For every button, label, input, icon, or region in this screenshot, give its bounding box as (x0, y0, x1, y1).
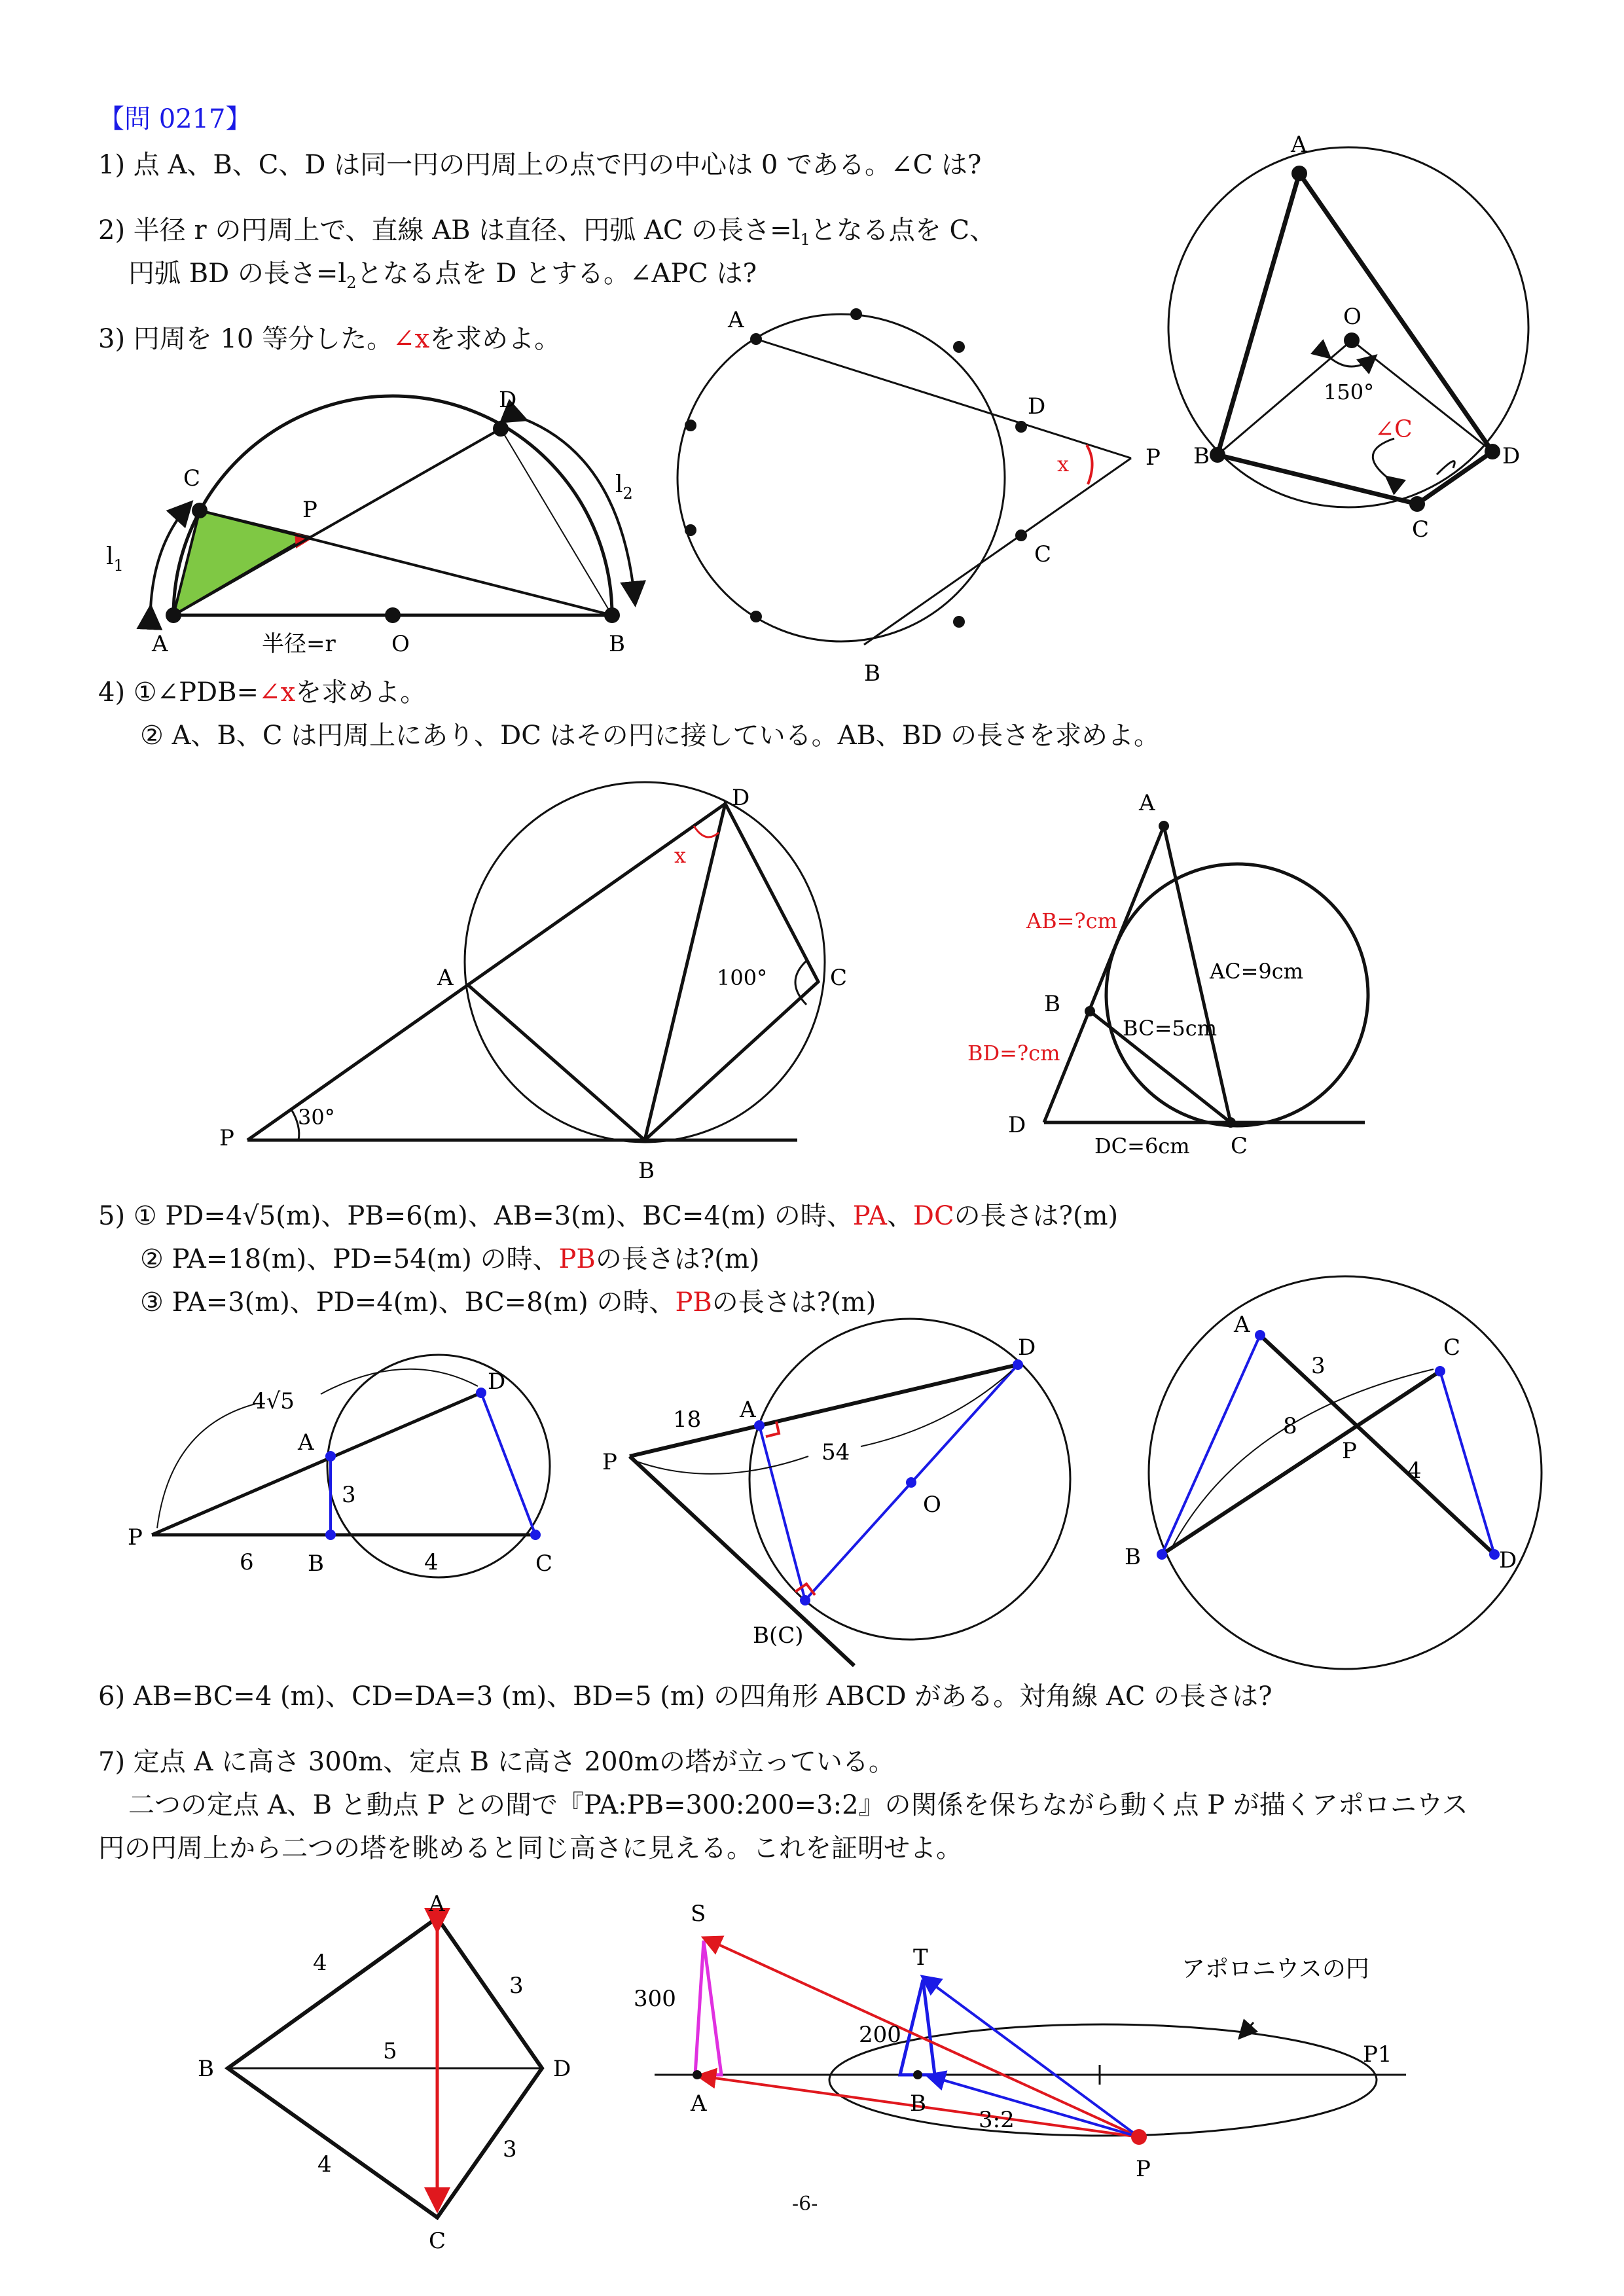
fig1-label-c: C (1412, 516, 1430, 543)
fig5-point-c (1225, 1117, 1236, 1128)
fig7-label-a: A (740, 1397, 756, 1423)
fig10-label-s: S (691, 1901, 706, 1927)
fig10-label-a: A (691, 2090, 707, 2117)
fig9-label-cd: 3 (503, 2136, 517, 2162)
fig4-label-c: C (830, 965, 848, 991)
fig3-label-d: D (1028, 393, 1046, 420)
problem-id: 【問 0217】 (98, 104, 252, 134)
fig1-angle-150: 150° (1324, 380, 1375, 404)
question-2-line-1: 2) 半径 r の円周上で、直線 AB は直径、円弧 AC の長さ$=l_1$となる点を C、 (98, 215, 996, 249)
fig2-label-b: B (609, 631, 625, 657)
fig6-label-b: B (308, 1551, 324, 1577)
fig8-label-b: B (1125, 1544, 1141, 1570)
fig10-label-apollonius: アポロニウスの円 (1182, 1956, 1369, 1982)
fig2-point-d (493, 421, 509, 437)
question-7-line-1: 7) 定点 A に高さ 300m、定点 B に高さ 200mの塔が立っている。 (98, 1747, 895, 1777)
fig3-label-p: P (1146, 444, 1161, 471)
fig1-angle-c-label: ∠C (1375, 416, 1413, 443)
fig8-point-b (1157, 1549, 1167, 1560)
fig4-angle-100-arc (795, 961, 806, 1005)
fig8-point-a (1255, 1330, 1265, 1340)
fig4-label-x: x (674, 843, 687, 868)
figure-1-circle-angle-c (1168, 132, 1528, 543)
fig2-label-o: O (391, 631, 410, 657)
question-1: 1) 点 A、B、C、D は同一円の円周上の点で円の中心は 0 である。∠C は? (98, 150, 982, 180)
fig7-point-o (906, 1477, 916, 1488)
fig9-label-ab: 4 (313, 1950, 327, 1976)
fig10-label-300: 300 (634, 1986, 676, 2012)
fig8-label-eight: 8 (1283, 1413, 1297, 1439)
fig3-circle (677, 314, 1005, 641)
fig4-label-a: A (437, 965, 454, 991)
fig1-angle-c-arc-left (1373, 439, 1394, 478)
question-4-line-2: ② A、B、C は円周上にあり、DC はその円に接している。AB、BD の長さを求めよ。 (140, 721, 1161, 751)
fig2-point-b (604, 607, 620, 623)
fig6-segment-dc (481, 1393, 535, 1535)
fig5-label-ab: AB=?cm (1026, 908, 1117, 933)
question-7-line-2: 二つの定点 A、B と動点 P との間で『PA:PB=300:200=3:2』の関係を保ちながら動く点 P が描くアポロニウス (128, 1790, 1468, 1820)
fig8-label-a: A (1234, 1312, 1250, 1338)
fig9-label-c: C (429, 2228, 446, 2254)
fig10-label-t: T (913, 1945, 928, 1971)
fig7-label-p: P (602, 1449, 617, 1475)
fig1-point-a (1291, 166, 1307, 181)
fig3-division-point (850, 308, 862, 320)
fig7-label-b: B(C) (753, 1623, 804, 1649)
fig10-label-ratio: 3:2 (979, 2107, 1015, 2133)
fig3-label-a: A (728, 307, 744, 333)
fig6-circle (327, 1355, 553, 1577)
fig3-division-point (685, 524, 696, 536)
fig7-point-b (800, 1595, 810, 1605)
fig10-point-a (693, 2070, 702, 2079)
fig5-label-a: A (1139, 790, 1155, 816)
fig1-point-b (1210, 447, 1225, 463)
fig10-label-p1: P1 (1363, 2041, 1392, 2068)
fig3-point-c (1015, 529, 1027, 541)
fig3-division-point (685, 420, 696, 431)
question-5-line-1: 5) ① PD=4√5(m)、PB=6(m)、AB=3(m)、BC=4(m) の時、PA、DCの長さは?(m) (98, 1201, 1119, 1231)
fig7-label-pd: 54 (821, 1439, 850, 1465)
fig3-division-point (750, 611, 762, 622)
fig6-label-p: P (128, 1524, 143, 1551)
fig8-label-p: P (1342, 1438, 1357, 1464)
fig9-label-b: B (198, 2056, 214, 2082)
fig5-label-d: D (1008, 1112, 1026, 1138)
fig1-label-a: A (1291, 132, 1307, 158)
fig8-label-d: D (1499, 1547, 1517, 1573)
fig2-label-a: A (152, 631, 168, 657)
fig9-label-ad: 3 (509, 1973, 524, 1999)
fig6-label-c: C (535, 1551, 553, 1577)
fig7-label-o: O (923, 1492, 941, 1518)
fig5-label-bc: BC=5cm (1123, 1016, 1218, 1041)
fig8-chord-ad (1260, 1335, 1494, 1554)
fig3-label-b: B (864, 660, 880, 687)
fig1-point-c (1409, 496, 1425, 512)
fig9-label-bd: 5 (383, 2038, 397, 2064)
figure-5-tangent-dc (967, 790, 1368, 1159)
fig3-secant-ap (756, 339, 1131, 458)
fig4-label-p: P (219, 1125, 234, 1151)
fig5-label-c: C (1231, 1133, 1248, 1159)
figure-2-semicircle (106, 387, 635, 657)
fig8-label-three: 3 (1311, 1353, 1326, 1379)
fig8-point-c (1435, 1366, 1445, 1376)
fig1-label-o: O (1343, 304, 1362, 330)
fig8-circle (1149, 1276, 1542, 1669)
fig6-label-a: A (298, 1429, 314, 1456)
fig7-brace-pa (635, 1456, 808, 1474)
fig1-chords-bc-cd (1218, 452, 1492, 504)
fig5-circle (1106, 864, 1368, 1126)
fig2-label-c: C (183, 465, 201, 492)
figure-10-apollonius-circle (634, 1901, 1406, 2182)
fig2-point-c (192, 503, 208, 518)
fig10-tower-t (900, 1980, 935, 2075)
fig2-point-o (385, 607, 401, 623)
fig6-label-pb: 6 (240, 1549, 254, 1575)
fig4-angle-100: 100° (717, 965, 768, 990)
question-5-line-2: ② PA=18(m)、PD=54(m) の時、PBの長さは?(m) (140, 1244, 760, 1274)
fig1-point-o (1344, 332, 1360, 348)
figure-7-tangent-secant (602, 1319, 1070, 1666)
question-3: 3) 円周を 10 等分した。∠xを求めよ。 (98, 324, 561, 354)
fig5-point-a (1159, 821, 1169, 831)
fig10-point-b (913, 2070, 922, 2079)
fig5-point-b (1085, 1006, 1095, 1016)
fig4-label-d: D (732, 785, 750, 811)
fig5-label-b: B (1044, 991, 1060, 1017)
fig2-label-p: P (302, 497, 317, 523)
fig5-label-ac: AC=9cm (1210, 959, 1304, 984)
fig2-label-radius: 半径=r (262, 631, 336, 657)
fig6-label-d: D (488, 1369, 506, 1395)
fig3-point-d (1015, 421, 1027, 433)
fig2-label-d: D (499, 387, 517, 413)
fig10-label-p: P (1136, 2156, 1151, 2182)
fig4-circle (465, 782, 825, 1142)
fig10-point-p (1131, 2129, 1147, 2145)
fig1-label-d: D (1502, 443, 1521, 469)
fig8-label-c: C (1443, 1335, 1461, 1361)
fig2-arc-length-l2-arrow (524, 419, 635, 602)
question-6: 6) AB=BC=4 (m)、CD=DA=3 (m)、BD=5 (m) の四角形 ABCD がある。対角線 AC の長さは? (98, 1681, 1272, 1712)
figure-3-ten-division-circle (677, 307, 1161, 687)
fig5-label-bd: BD=?cm (967, 1041, 1060, 1066)
fig8-label-four: 4 (1407, 1458, 1422, 1484)
fig2-point-a (166, 607, 181, 623)
fig9-label-d: D (553, 2056, 571, 2082)
fig7-point-d (1013, 1359, 1023, 1370)
fig10-tower-s (695, 1941, 721, 2075)
fig4-secant-pd (247, 804, 725, 1140)
fig1-label-b: B (1193, 443, 1210, 469)
fig2-chord-db (501, 429, 612, 615)
fig1-angle-150-arc (1329, 357, 1375, 367)
fig2-label-l1: $l_1$ (106, 543, 124, 575)
fig7-segments-blue (759, 1365, 1018, 1600)
fig7-tangent-pb (630, 1456, 854, 1666)
figure-6-secants (128, 1355, 552, 1577)
fig7-label-pa: 18 (673, 1407, 702, 1433)
fig6-label-bc: 4 (424, 1549, 439, 1575)
question-2-line-2: 円弧 BD の長さ$=l_2$となる点を D とする。∠APC は? (128, 259, 757, 292)
fig7-label-d: D (1018, 1335, 1036, 1361)
fig3-division-point (953, 341, 965, 353)
fig3-secant-bp (864, 458, 1131, 645)
fig1-point-d (1485, 444, 1500, 459)
fig4-label-b: B (638, 1158, 655, 1184)
fig6-point-b (325, 1530, 336, 1540)
fig8-point-d (1489, 1549, 1500, 1560)
fig6-point-c (530, 1530, 541, 1540)
fig5-label-dc: DC=6cm (1094, 1134, 1190, 1158)
fig9-label-a: A (429, 1891, 445, 1917)
fig10-apollonius-circle (829, 2024, 1377, 2136)
fig6-brace-right (321, 1369, 478, 1394)
figure-4-tangent-circle (219, 782, 847, 1184)
fig6-label-ab: 3 (342, 1482, 356, 1508)
fig10-sightline-pt (924, 1978, 1139, 2137)
figure-8-intersecting-chords (1125, 1276, 1542, 1669)
page-number: -6- (792, 2193, 818, 2215)
fig3-division-point (953, 616, 965, 628)
fig6-label-pd: 4√5 (252, 1388, 295, 1414)
fig3-angle-x-arc (1087, 445, 1092, 484)
fig9-label-bc: 4 (317, 2151, 332, 2178)
fig4-angle-x-arc (694, 826, 719, 837)
question-7-line-3: 円の円周上から二つの塔を眺めると同じ高さに見える。これを証明せよ。 (98, 1833, 962, 1863)
fig6-point-a (325, 1451, 336, 1462)
figure-9-quadrilateral-abcd (198, 1891, 571, 2254)
fig6-point-d (476, 1388, 486, 1398)
question-5-line-3: ③ PA=3(m)、PD=4(m)、BC=8(m) の時、PBの長さは?(m) (140, 1287, 876, 1318)
fig6-secant-pd (152, 1393, 481, 1535)
fig10-label-200: 200 (859, 2022, 901, 2048)
fig10-label-b: B (910, 2090, 926, 2117)
fig4-angle-30: 30° (298, 1105, 335, 1130)
question-4-line-1: 4) ①∠PDB=∠xを求めよ。 (98, 677, 427, 708)
fig3-label-c: C (1034, 541, 1052, 567)
fig10-label-arrow (1240, 2022, 1254, 2037)
fig3-point-a (750, 333, 762, 345)
fig2-label-l2: $l_2$ (615, 471, 633, 503)
fig3-label-x: x (1057, 452, 1070, 476)
fig1-angle-c-arc-right (1437, 461, 1454, 475)
